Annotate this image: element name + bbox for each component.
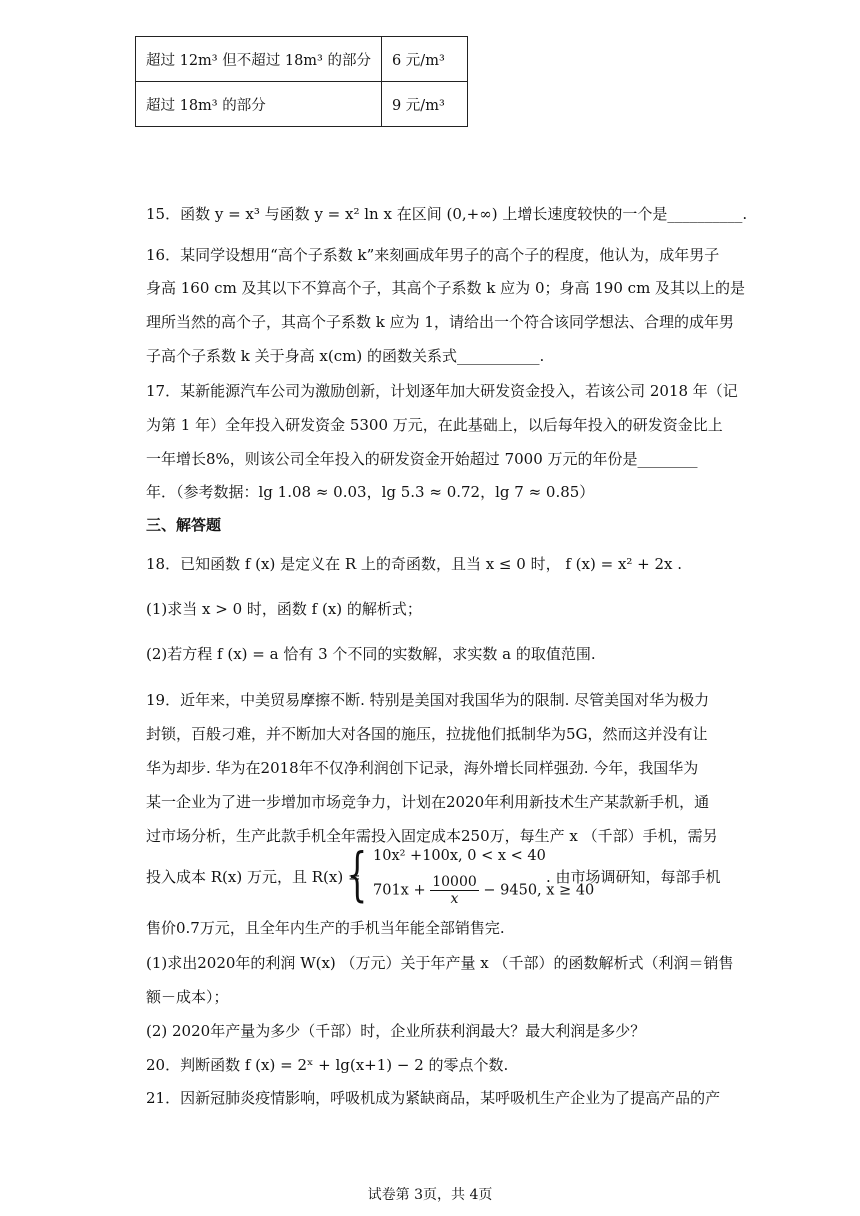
table-row — [136, 37, 468, 82]
question-18-part-2: (2)若方程 f (x) = a 恰有 3 个不同的实数解，求实数 a 的取值范围. — [146, 645, 596, 663]
question-19-line-2: 封锁，百般刁难，并不断加大对各国的施压，拉拢他们抵制华为5G，然而这并没有让 — [146, 725, 708, 743]
question-19-line-1: 19．近年来，中美贸易摩擦不断. 特别是美国对我国华为的限制. 尽管美国对华为极力 — [146, 691, 710, 709]
piecewise-case-1: 10x² +100x, 0 < x < 40 — [373, 848, 546, 864]
table-row — [136, 82, 468, 127]
question-19-line-3: 华为却步. 华为在2018年不仅净利润创下记录，海外增长同样强劲. 今年，我国华为 — [146, 759, 699, 777]
question-19-line-4: 某一企业为了进一步增加市场竞争力，计划在2020年利用新技术生产某款新手机，通 — [146, 793, 710, 811]
section-heading: 三、解答题 — [146, 516, 222, 534]
table-cell-range: 超过 12m³ 但不超过 18m³ 的部分 — [136, 37, 382, 82]
question-16-line-3: 理所当然的高个子，其高个子系数 k 应为 1，请给出一个符合该同学想法、合理的成年男 — [146, 313, 734, 331]
question-17-line-2: 为第 1 年）全年投入研发资金 5300 万元，在此基础上，以后每年投入的研发资金比上 — [146, 416, 723, 434]
question-18-part-1: (1)求当 x > 0 时，函数 f (x) 的解析式； — [146, 600, 422, 618]
question-19-line-6b: . 由市场调研知，每部手机 — [546, 868, 721, 886]
question-15: 15．函数 y = x³ 与函数 y = x² ln x 在区间 (0,+∞) 上增长速度较快的一个是__________. — [146, 205, 748, 223]
question-20: 20．判断函数 f (x) = 2ˣ + lg(x+1) − 2 的零点个数. — [146, 1056, 509, 1074]
water-fee-table — [135, 36, 468, 127]
question-19-part-1b: 额－成本）； — [146, 988, 229, 1006]
question-17-line-1: 17．某新能源汽车公司为激励创新，计划逐年加大研发资金投入，若该公司 2018 年（记 — [146, 382, 738, 400]
table-cell-price: 9 元/m³ — [381, 82, 467, 127]
question-17-line-3: 一年增长8%，则该公司全年投入的研发资金开始超过 7000 万元的年份是________ — [146, 450, 698, 468]
question-19-line-5: 过市场分析，生产此款手机全年需投入固定成本250万，每生产 x （千部）手机，需另 — [146, 827, 718, 845]
question-19-part-1a: (1)求出2020年的利润 W(x) （万元）关于年产量 x （千部）的函数解析式（利润＝销售 — [146, 954, 734, 972]
question-17-line-4: 年．（参考数据：lg 1.08 ≈ 0.03，lg 5.3 ≈ 0.72，lg 7 ≈ 0.85） — [146, 483, 595, 501]
table-cell-range: 超过 18m³ 的部分 — [136, 82, 382, 127]
case2-prefix: 701x + — [373, 882, 426, 899]
question-19-part-2: (2) 2020年产量为多少（千部）时，企业所获利润最大？最大利润是多少？ — [146, 1022, 646, 1040]
fraction — [430, 874, 479, 907]
page-footer: 试卷第 3页，共 4页 — [367, 1187, 493, 1203]
question-19-line-6a: 投入成本 R(x) 万元，且 R(x) = — [146, 868, 361, 886]
table-cell-price: 6 元/m³ — [381, 37, 467, 82]
fraction-denominator: x — [450, 891, 459, 907]
question-16-line-2: 身高 160 cm 及其以下不算高个子，其高个子系数 k 应为 0；身高 190 cm 及其以上的是 — [146, 279, 746, 297]
case2-suffix: − 9450, x ≥ 40 — [483, 882, 595, 899]
question-19-line-7: 售价0.7万元，且全年内生产的手机当年能全部销售完. — [146, 919, 505, 937]
question-16-line-4: 子高个子系数 k 关于身高 x(cm) 的函数关系式___________. — [146, 347, 545, 365]
piecewise-brace: { — [347, 840, 368, 908]
question-21-line-1: 21．因新冠肺炎疫情影响，呼吸机成为紧缺商品，某呼吸机生产企业为了提高产品的产 — [146, 1089, 721, 1107]
question-18-stem: 18．已知函数 f (x) 是定义在 R 上的奇函数，且当 x ≤ 0 时， f (x) = x² + 2x . — [146, 555, 683, 573]
question-16-line-1: 16．某同学设想用“高个子系数 k”来刻画成年男子的高个子的程度，他认为，成年男子 — [146, 246, 720, 264]
fraction-numerator: 10000 — [432, 874, 477, 890]
